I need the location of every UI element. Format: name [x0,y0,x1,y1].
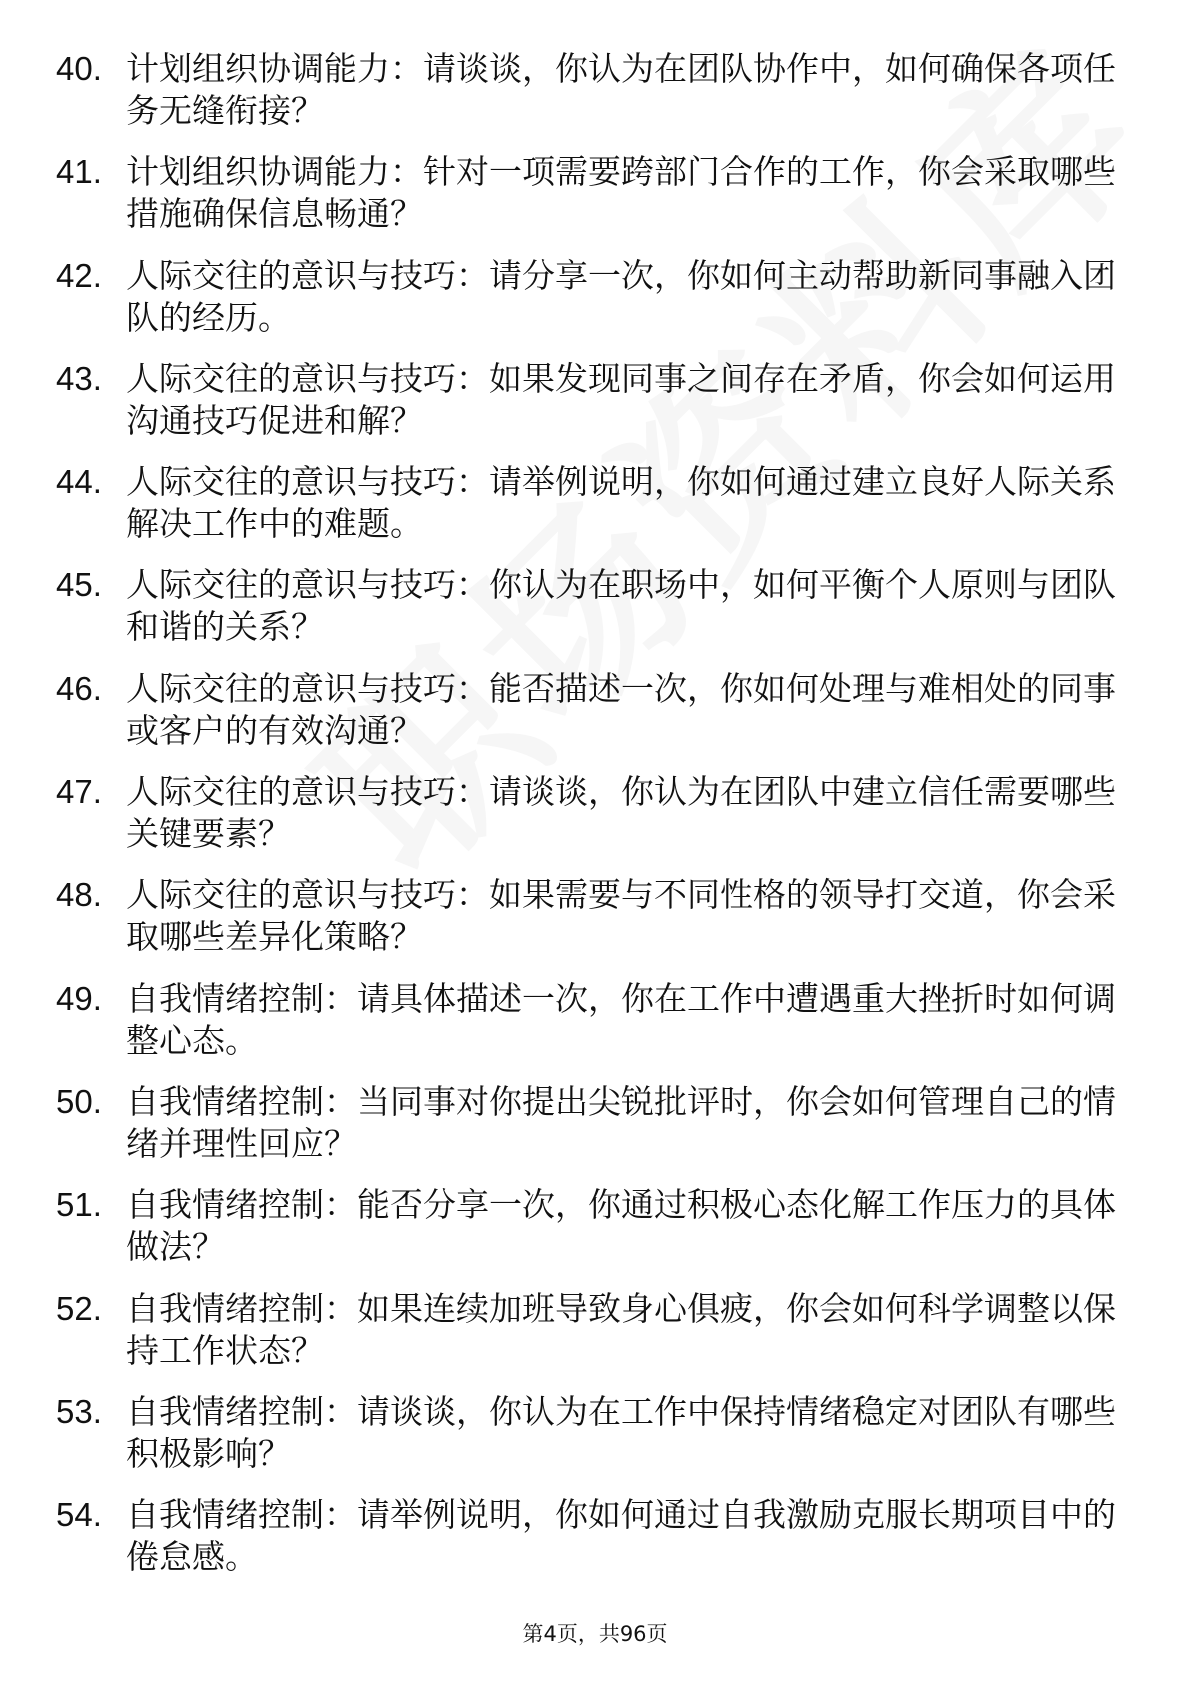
question-text: 人际交往的意识与技巧：如果需要与不同性格的领导打交道，你会采取哪些差异化策略？ [126,875,1116,957]
list-item [56,564,1136,648]
list-item [56,771,1136,855]
question-text: 自我情绪控制：能否分享一次，你通过积极心态化解工作压力的具体做法？ [126,1185,1116,1267]
question-text: 人际交往的意识与技巧：如果发现同事之间存在矛盾，你会如何运用沟通技巧促进和解？ [126,358,1116,440]
question-number: 43. [56,359,102,397]
question-number: 51. [56,1186,102,1224]
list-item [56,1081,1136,1165]
list-item [56,255,1136,339]
list-item [56,1494,1136,1578]
question-text: 自我情绪控制：如果连续加班导致身心俱疲，你会如何科学调整以保持工作状态？ [126,1288,1116,1370]
question-text: 自我情绪控制：当同事对你提出尖锐批评时，你会如何管理自己的情绪并理性回应？ [126,1081,1116,1163]
question-text: 计划组织协调能力：请谈谈，你认为在团队协作中，如何确保各项任务无缝衔接？ [126,49,1116,130]
question-number: 44. [56,463,102,501]
list-item [56,151,1136,235]
list-item [56,48,1136,132]
list-item [56,874,1136,958]
question-text: 人际交往的意识与技巧：请举例说明，你如何通过建立良好人际关系解决工作中的难题。 [126,462,1116,544]
question-number: 52. [56,1289,102,1327]
list-item [56,461,1136,545]
question-text: 人际交往的意识与技巧：请分享一次，你如何主动帮助新同事融入团队的经历。 [126,255,1116,337]
question-text: 自我情绪控制：请谈谈，你认为在工作中保持情绪稳定对团队有哪些积极影响？ [126,1391,1116,1473]
question-text: 人际交往的意识与技巧：请谈谈，你认为在团队中建立信任需要哪些关键要素？ [126,772,1116,854]
question-number: 54. [56,1496,102,1534]
question-number: 47. [56,773,102,811]
question-text: 自我情绪控制：请具体描述一次，你在工作中遭遇重大挫折时如何调整心态。 [126,978,1116,1060]
question-number: 48. [56,876,102,914]
list-item [56,1288,1136,1372]
question-text: 人际交往的意识与技巧：能否描述一次，你如何处理与难相处的同事或客户的有效沟通？ [126,668,1116,750]
question-text: 人际交往的意识与技巧：你认为在职场中，如何平衡个人原则与团队和谐的关系？ [126,565,1116,647]
list-item [56,1391,1136,1475]
question-text: 自我情绪控制：请举例说明，你如何通过自我激励克服长期项目中的倦怠感。 [126,1495,1116,1577]
question-number: 45. [56,566,102,604]
question-number: 42. [56,256,102,294]
question-number: 41. [56,153,102,191]
list-item [56,978,1136,1062]
page-footer: 第4页，共96页 [522,1622,668,1646]
question-number: 40. [56,50,102,87]
question-number: 49. [56,979,102,1017]
question-number: 46. [56,669,102,707]
list-item [56,358,1136,442]
question-list [56,48,1136,1597]
question-number: 50. [56,1082,102,1120]
list-item [56,668,1136,752]
list-item [56,1184,1136,1268]
question-number: 53. [56,1392,102,1430]
question-text: 计划组织协调能力：针对一项需要跨部门合作的工作，你会采取哪些措施确保信息畅通？ [126,152,1116,234]
